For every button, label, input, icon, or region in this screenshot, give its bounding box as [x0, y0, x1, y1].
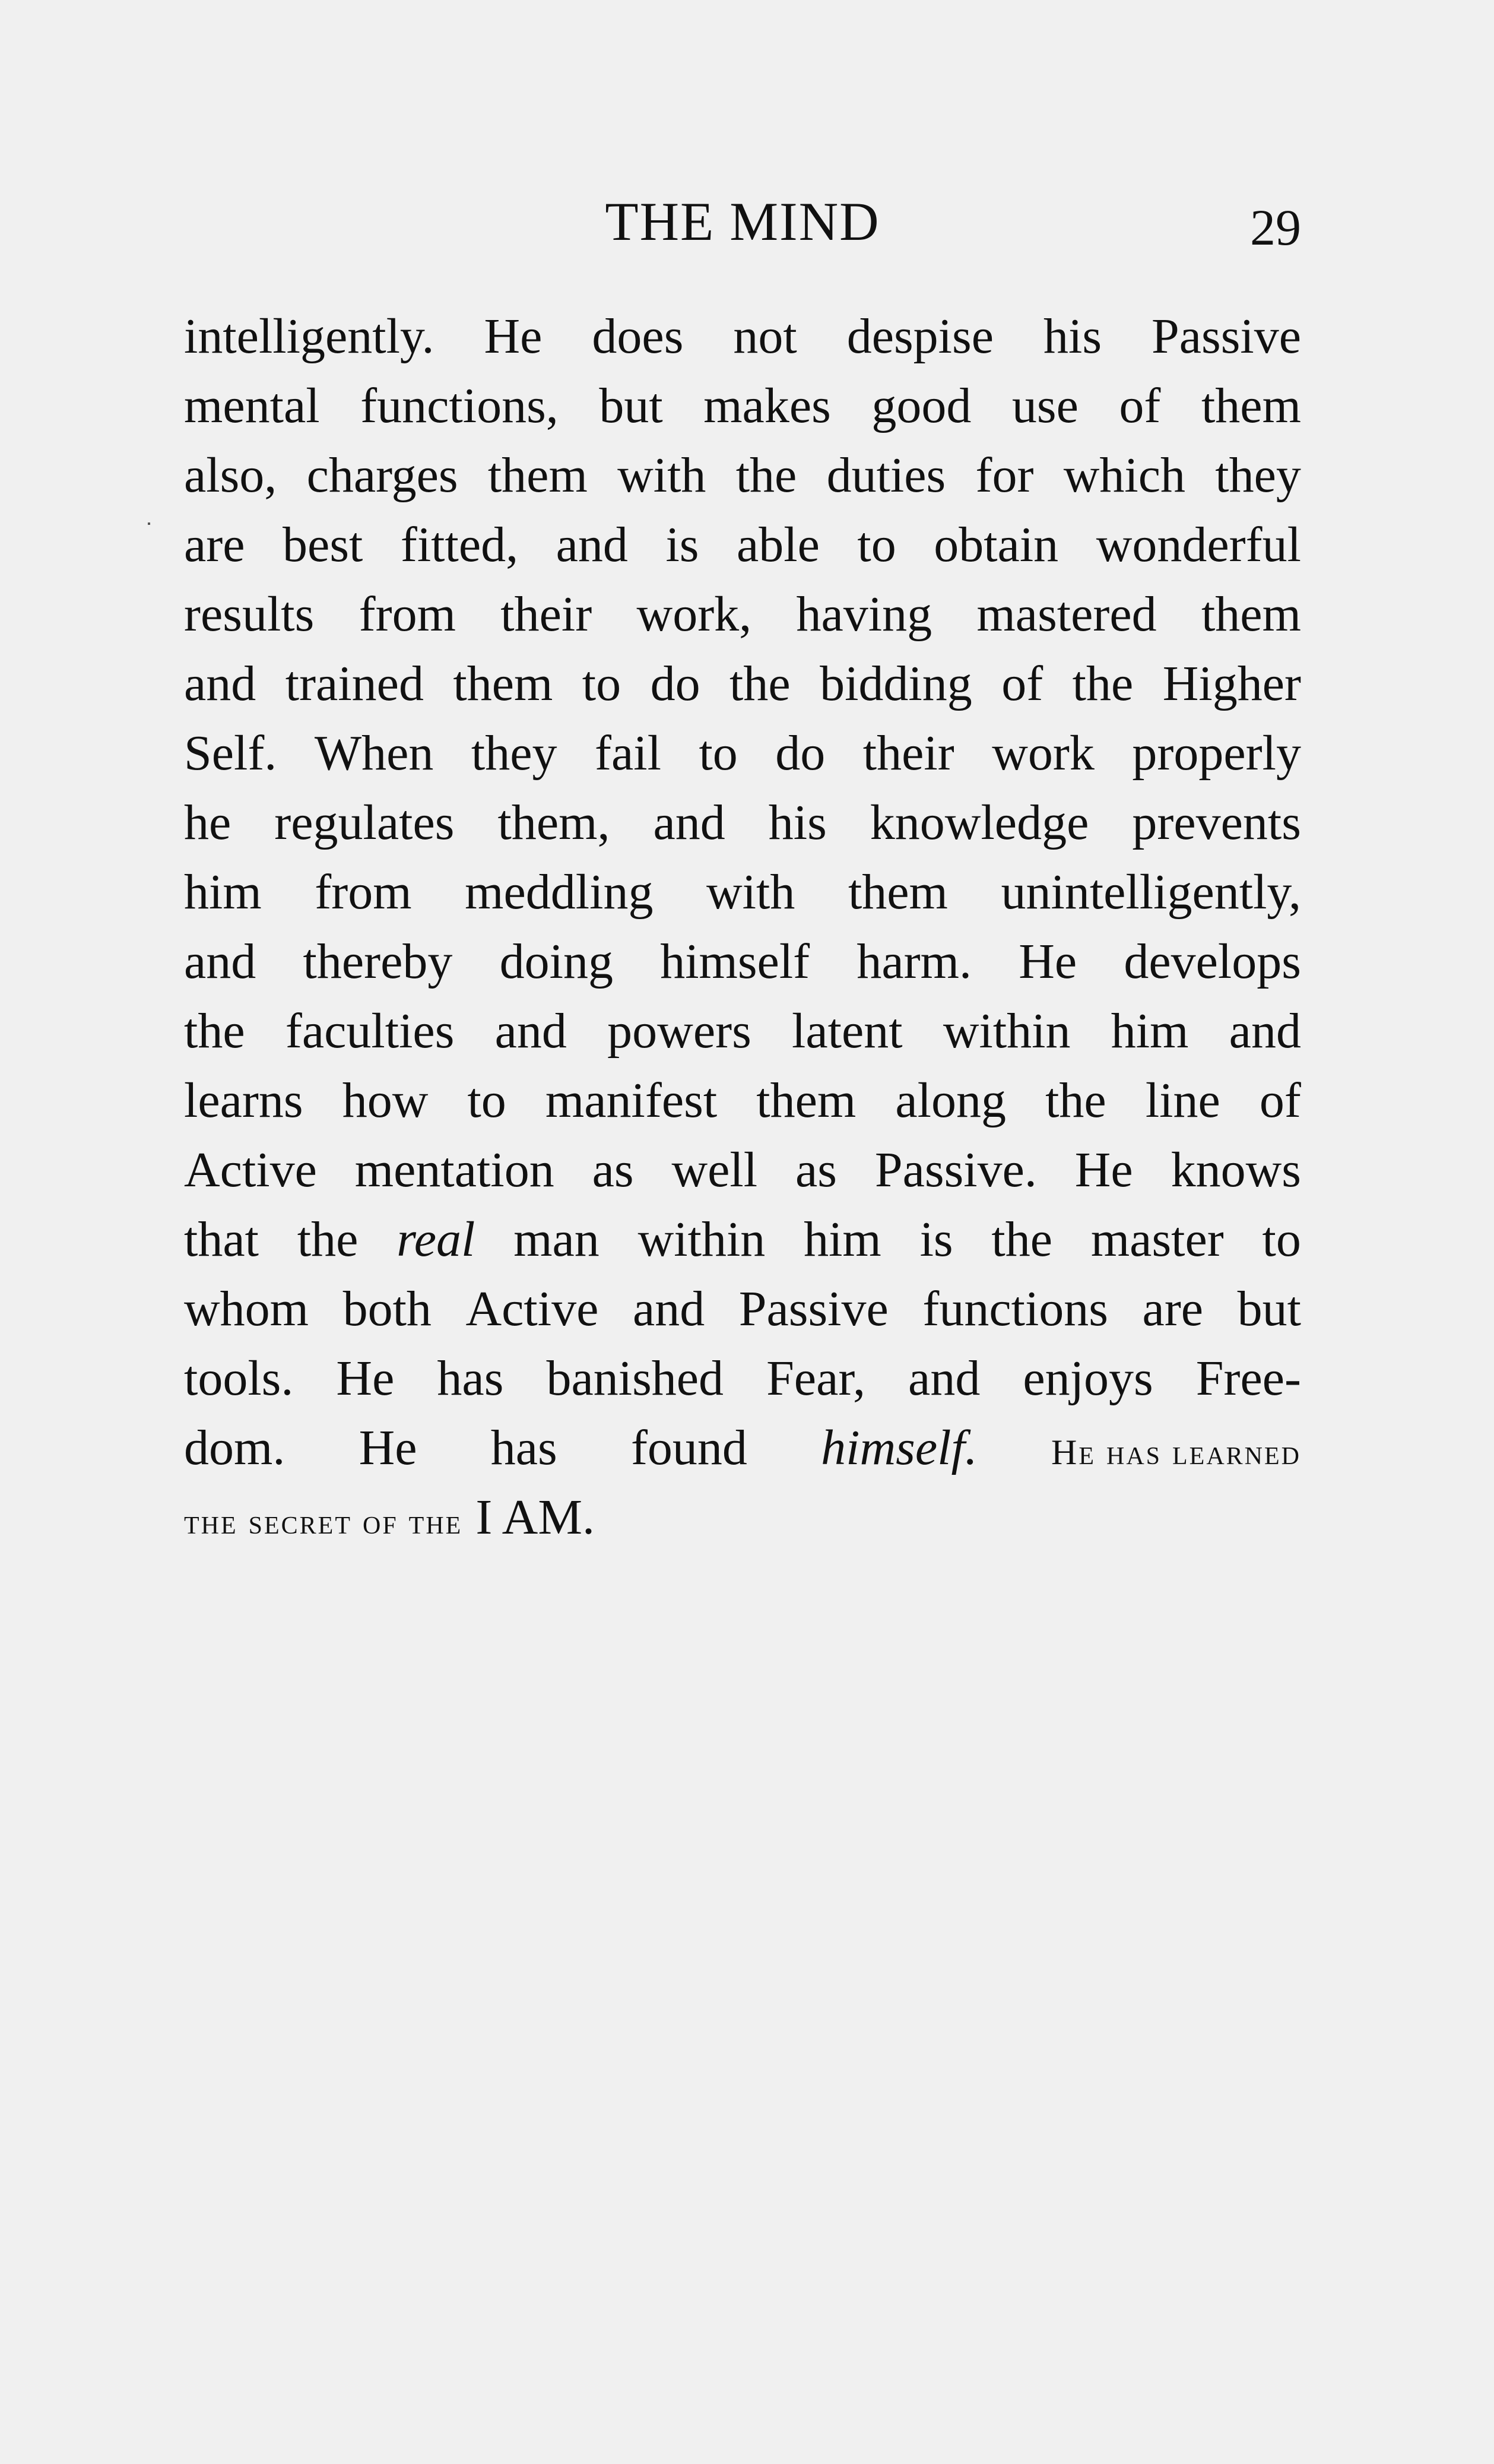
word: the	[184, 1003, 245, 1059]
word: charges	[306, 448, 458, 503]
word: well	[671, 1142, 758, 1198]
word: Active	[465, 1281, 599, 1336]
word: having	[796, 587, 932, 642]
word: intelligently.	[184, 309, 434, 364]
word: mastered	[976, 587, 1157, 642]
word: their	[862, 726, 954, 781]
word: bidding	[820, 656, 972, 711]
text-line-18	[184, 1483, 1301, 1552]
word: good	[871, 378, 972, 433]
word: him	[1111, 1003, 1189, 1059]
word: are	[1142, 1281, 1204, 1336]
word: to	[699, 726, 738, 781]
word: of	[1001, 656, 1043, 711]
text-line-4	[184, 510, 1301, 579]
word: regulates	[274, 795, 455, 850]
word: I AM.	[475, 1490, 595, 1545]
word: with	[706, 864, 795, 920]
word: man	[513, 1212, 599, 1267]
word: harm.	[857, 934, 972, 989]
text-line-11	[184, 996, 1301, 1066]
word: with	[617, 448, 706, 503]
word: as	[795, 1142, 837, 1198]
word: them	[756, 1073, 857, 1128]
text-line-1	[184, 302, 1301, 371]
word: the	[991, 1212, 1053, 1267]
word: enjoys	[1023, 1351, 1153, 1406]
word: of	[1119, 378, 1161, 433]
word: the	[729, 656, 791, 711]
word: and	[1229, 1003, 1301, 1059]
word: prevents	[1132, 795, 1301, 850]
word: He	[484, 309, 543, 364]
word: within	[943, 1003, 1071, 1059]
word: and	[184, 656, 256, 711]
word: of	[1259, 1073, 1301, 1128]
word: also,	[184, 448, 277, 503]
word: him	[804, 1212, 881, 1267]
running-head	[184, 189, 1301, 254]
word: and	[653, 795, 725, 850]
word: doing	[499, 934, 613, 989]
word: He	[359, 1420, 417, 1475]
word: does	[592, 309, 684, 364]
text-line-5	[184, 579, 1301, 649]
word: duties	[826, 448, 946, 503]
word: them,	[497, 795, 610, 850]
text-line-16	[184, 1344, 1301, 1413]
word: is	[665, 517, 699, 572]
word: his	[768, 795, 827, 850]
word: his	[1043, 309, 1102, 364]
word: Active	[184, 1142, 317, 1198]
word: best	[283, 517, 363, 572]
word: within	[637, 1212, 766, 1267]
small-caps-phrase: He has learned	[1051, 1433, 1301, 1472]
word: use	[1011, 378, 1079, 433]
word: the	[1045, 1073, 1106, 1128]
word: manifest	[545, 1073, 718, 1128]
word: obtain	[934, 517, 1059, 572]
word: He	[1019, 934, 1077, 989]
word: them	[848, 864, 948, 920]
word: to	[1262, 1212, 1301, 1267]
word: has	[437, 1351, 504, 1406]
word: develops	[1124, 934, 1301, 989]
word: them	[1201, 587, 1301, 642]
text-line-9	[184, 857, 1301, 927]
text-line-15	[184, 1274, 1301, 1344]
word: from	[315, 864, 412, 920]
word: meddling	[465, 864, 654, 920]
word: wonderful	[1096, 517, 1301, 572]
word: from	[359, 587, 456, 642]
word: him	[184, 864, 262, 920]
word: When	[314, 726, 434, 781]
word: Passive	[1152, 309, 1301, 364]
word: Passive	[738, 1281, 889, 1336]
word: properly	[1132, 726, 1301, 781]
word: as	[592, 1142, 634, 1198]
small-caps-phrase: the secret of the	[184, 1502, 463, 1541]
word: fail	[595, 726, 661, 781]
text-line-6	[184, 649, 1301, 718]
word: He	[336, 1351, 395, 1406]
word: to	[857, 517, 896, 572]
word: to	[582, 656, 621, 711]
word: how	[342, 1073, 429, 1128]
text-line-14	[184, 1205, 1301, 1274]
word: do	[775, 726, 826, 781]
word: master	[1090, 1212, 1224, 1267]
text-line-3	[184, 441, 1301, 510]
word: results	[184, 587, 315, 642]
running-title: THE MIND	[605, 191, 880, 252]
word: them	[1201, 378, 1301, 433]
word: which	[1063, 448, 1186, 503]
word: the	[735, 448, 797, 503]
text-line-8	[184, 788, 1301, 857]
word: are	[184, 517, 245, 572]
word: has	[490, 1420, 557, 1475]
stray-ink-mark	[148, 522, 150, 525]
word: dom.	[184, 1420, 286, 1475]
text-line-12	[184, 1066, 1301, 1135]
word: not	[733, 309, 797, 364]
word: Free-	[1195, 1351, 1301, 1406]
word: line	[1145, 1073, 1220, 1128]
word: unintelligently,	[1001, 864, 1301, 920]
word: functions,	[360, 378, 559, 433]
word: to	[467, 1073, 506, 1128]
word: that	[184, 1212, 259, 1267]
word: fitted,	[400, 517, 519, 572]
word: he	[184, 795, 231, 850]
word: able	[736, 517, 820, 572]
word: mentation	[354, 1142, 554, 1198]
word: work,	[636, 587, 752, 642]
text-line-17	[184, 1413, 1301, 1483]
word: Passive.	[874, 1142, 1037, 1198]
word: faculties	[285, 1003, 455, 1059]
text-line-10	[184, 927, 1301, 996]
word: learns	[184, 1073, 303, 1128]
word: mental	[184, 378, 320, 433]
word: whom	[184, 1281, 309, 1336]
word: they	[471, 726, 557, 781]
word: latent	[792, 1003, 903, 1059]
word: knowledge	[870, 795, 1089, 850]
word: them	[487, 448, 588, 503]
word: He	[1074, 1142, 1133, 1198]
text-line-13	[184, 1135, 1301, 1205]
italic-word: himself.	[821, 1420, 978, 1475]
word: trained	[285, 656, 424, 711]
word: and	[908, 1351, 981, 1406]
word: work	[992, 726, 1095, 781]
word: and	[556, 517, 628, 572]
word: and	[494, 1003, 567, 1059]
text-line-2	[184, 371, 1301, 441]
word: makes	[703, 378, 831, 433]
word: the	[1072, 656, 1134, 711]
word: Fear,	[766, 1351, 865, 1406]
word: both	[342, 1281, 432, 1336]
word: them	[453, 656, 553, 711]
word: is	[919, 1212, 953, 1267]
word: for	[975, 448, 1034, 503]
word: and	[632, 1281, 705, 1336]
word: and	[184, 934, 256, 989]
word: they	[1215, 448, 1301, 503]
word: Higher	[1162, 656, 1301, 711]
italic-word: real	[397, 1212, 475, 1267]
word: do	[650, 656, 700, 711]
word: despise	[846, 309, 994, 364]
word: powers	[607, 1003, 751, 1059]
word: but	[1237, 1281, 1301, 1336]
word: their	[500, 587, 592, 642]
word: banished	[546, 1351, 724, 1406]
word: tools.	[184, 1351, 294, 1406]
word: the	[297, 1212, 359, 1267]
word: found	[630, 1420, 747, 1475]
word: but	[599, 378, 663, 433]
body-text	[184, 302, 1301, 1552]
page-number: 29	[1250, 199, 1301, 256]
word: thereby	[303, 934, 453, 989]
word: along	[895, 1073, 1006, 1128]
word: knows	[1171, 1142, 1301, 1198]
word: functions	[922, 1281, 1108, 1336]
word: himself	[660, 934, 810, 989]
word: Self.	[184, 726, 277, 781]
text-line-7	[184, 718, 1301, 788]
